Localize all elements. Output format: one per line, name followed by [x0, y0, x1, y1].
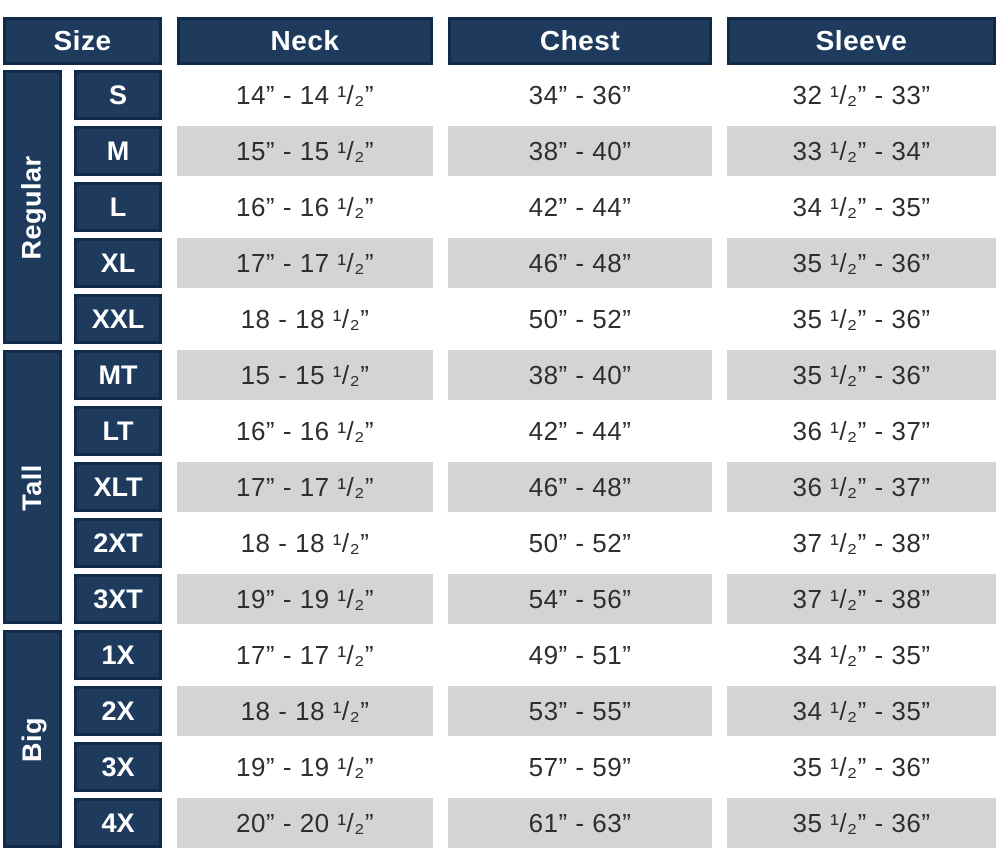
- size-group-big: [3, 630, 1000, 848]
- chest-cell: 46” - 48”: [448, 462, 712, 512]
- column-header-neck: Neck: [177, 17, 433, 65]
- group-label-box-big: [3, 630, 62, 848]
- sleeve-cell: 35 ¹/₂” - 36”: [727, 798, 996, 848]
- sleeve-cell: 34 ¹/₂” - 35”: [792, 639, 931, 670]
- size-group-regular: [3, 70, 1000, 344]
- chest-cell: 57” - 59”: [528, 751, 632, 782]
- size-label-l: L: [74, 182, 162, 232]
- group-rows-big: [74, 630, 996, 848]
- group-label-big: Big: [17, 716, 47, 762]
- group-label-box-regular: [3, 70, 62, 344]
- neck-cell: 16” - 16 ¹/₂”: [236, 415, 374, 446]
- chest-cell: 49” - 51”: [528, 639, 632, 670]
- neck-cell: 18 - 18 ¹/₂”: [177, 686, 433, 736]
- sleeve-cell: 32 ¹/₂” - 33”: [792, 79, 931, 110]
- size-label-3x: 3X: [74, 742, 162, 792]
- chest-cell: 61” - 63”: [448, 798, 712, 848]
- size-label-xxl: XXL: [74, 294, 162, 344]
- size-label-2xt: 2XT: [74, 518, 162, 568]
- chest-cell: 46” - 48”: [448, 238, 712, 288]
- group-label-regular: Regular: [17, 154, 47, 260]
- row-2x: [74, 686, 996, 736]
- row-3xt: [74, 574, 996, 624]
- column-header-sleeve: Sleeve: [727, 17, 996, 65]
- column-header-size: Size: [3, 17, 162, 65]
- size-label-m: M: [74, 126, 162, 176]
- chest-cell: 54” - 56”: [448, 574, 712, 624]
- size-label-lt: LT: [74, 406, 162, 456]
- chest-cell: 42” - 44”: [528, 415, 632, 446]
- neck-cell: 18 - 18 ¹/₂”: [240, 303, 370, 334]
- chest-cell: 50” - 52”: [528, 303, 632, 334]
- row-xlt: [74, 462, 996, 512]
- row-lt: [74, 406, 996, 456]
- sleeve-cell: 37 ¹/₂” - 38”: [727, 574, 996, 624]
- chest-cell: 42” - 44”: [528, 191, 632, 222]
- sleeve-cell: 36 ¹/₂” - 37”: [792, 415, 931, 446]
- sleeve-cell: 34 ¹/₂” - 35”: [727, 686, 996, 736]
- row-xxl: [74, 294, 996, 344]
- table-body: [3, 70, 1000, 848]
- column-header-chest: Chest: [448, 17, 712, 65]
- group-label-tall: Tall: [16, 463, 47, 511]
- row-l: [74, 182, 996, 232]
- chest-cell: 53” - 55”: [448, 686, 712, 736]
- size-group-tall: [3, 350, 1000, 624]
- neck-cell: 15 - 15 ¹/₂”: [177, 350, 433, 400]
- chest-cell: 38” - 40”: [448, 126, 712, 176]
- neck-cell: 19” - 19 ¹/₂”: [236, 751, 374, 782]
- sleeve-cell: 36 ¹/₂” - 37”: [727, 462, 996, 512]
- neck-cell: 18 - 18 ¹/₂”: [240, 527, 370, 558]
- group-rows-regular: [74, 70, 996, 344]
- sleeve-cell: 35 ¹/₂” - 36”: [727, 238, 996, 288]
- neck-cell: 15” - 15 ¹/₂”: [177, 126, 433, 176]
- row-mt: [74, 350, 996, 400]
- sleeve-cell: 37 ¹/₂” - 38”: [792, 527, 931, 558]
- sleeve-cell: 34 ¹/₂” - 35”: [792, 191, 931, 222]
- group-rows-tall: [74, 350, 996, 624]
- sleeve-cell: 35 ¹/₂” - 36”: [792, 303, 931, 334]
- chest-cell: 38” - 40”: [448, 350, 712, 400]
- size-label-2x: 2X: [74, 686, 162, 736]
- neck-cell: 16” - 16 ¹/₂”: [236, 191, 374, 222]
- neck-cell: 17” - 17 ¹/₂”: [177, 462, 433, 512]
- size-label-xlt: XLT: [74, 462, 162, 512]
- row-1x: [74, 630, 996, 680]
- group-label-box-tall: [3, 350, 62, 624]
- neck-cell: 20” - 20 ¹/₂”: [177, 798, 433, 848]
- size-label-4x: 4X: [74, 798, 162, 848]
- chest-cell: 50” - 52”: [528, 527, 632, 558]
- header-row: [3, 17, 1000, 65]
- size-label-mt: MT: [74, 350, 162, 400]
- size-label-3xt: 3XT: [74, 574, 162, 624]
- sleeve-cell: 35 ¹/₂” - 36”: [792, 751, 931, 782]
- row-4x: [74, 798, 996, 848]
- size-label-xl: XL: [74, 238, 162, 288]
- size-label-1x: 1X: [74, 630, 162, 680]
- row-m: [74, 126, 996, 176]
- row-xl: [74, 238, 996, 288]
- row-s: [74, 70, 996, 120]
- row-3x: [74, 742, 996, 792]
- chest-cell: 34” - 36”: [528, 79, 632, 110]
- neck-cell: 17” - 17 ¹/₂”: [236, 639, 374, 670]
- size-label-s: S: [74, 70, 162, 120]
- row-2xt: [74, 518, 996, 568]
- neck-cell: 14” - 14 ¹/₂”: [236, 79, 374, 110]
- neck-cell: 19” - 19 ¹/₂”: [177, 574, 433, 624]
- sleeve-cell: 35 ¹/₂” - 36”: [727, 350, 996, 400]
- neck-cell: 17” - 17 ¹/₂”: [177, 238, 433, 288]
- sleeve-cell: 33 ¹/₂” - 34”: [727, 126, 996, 176]
